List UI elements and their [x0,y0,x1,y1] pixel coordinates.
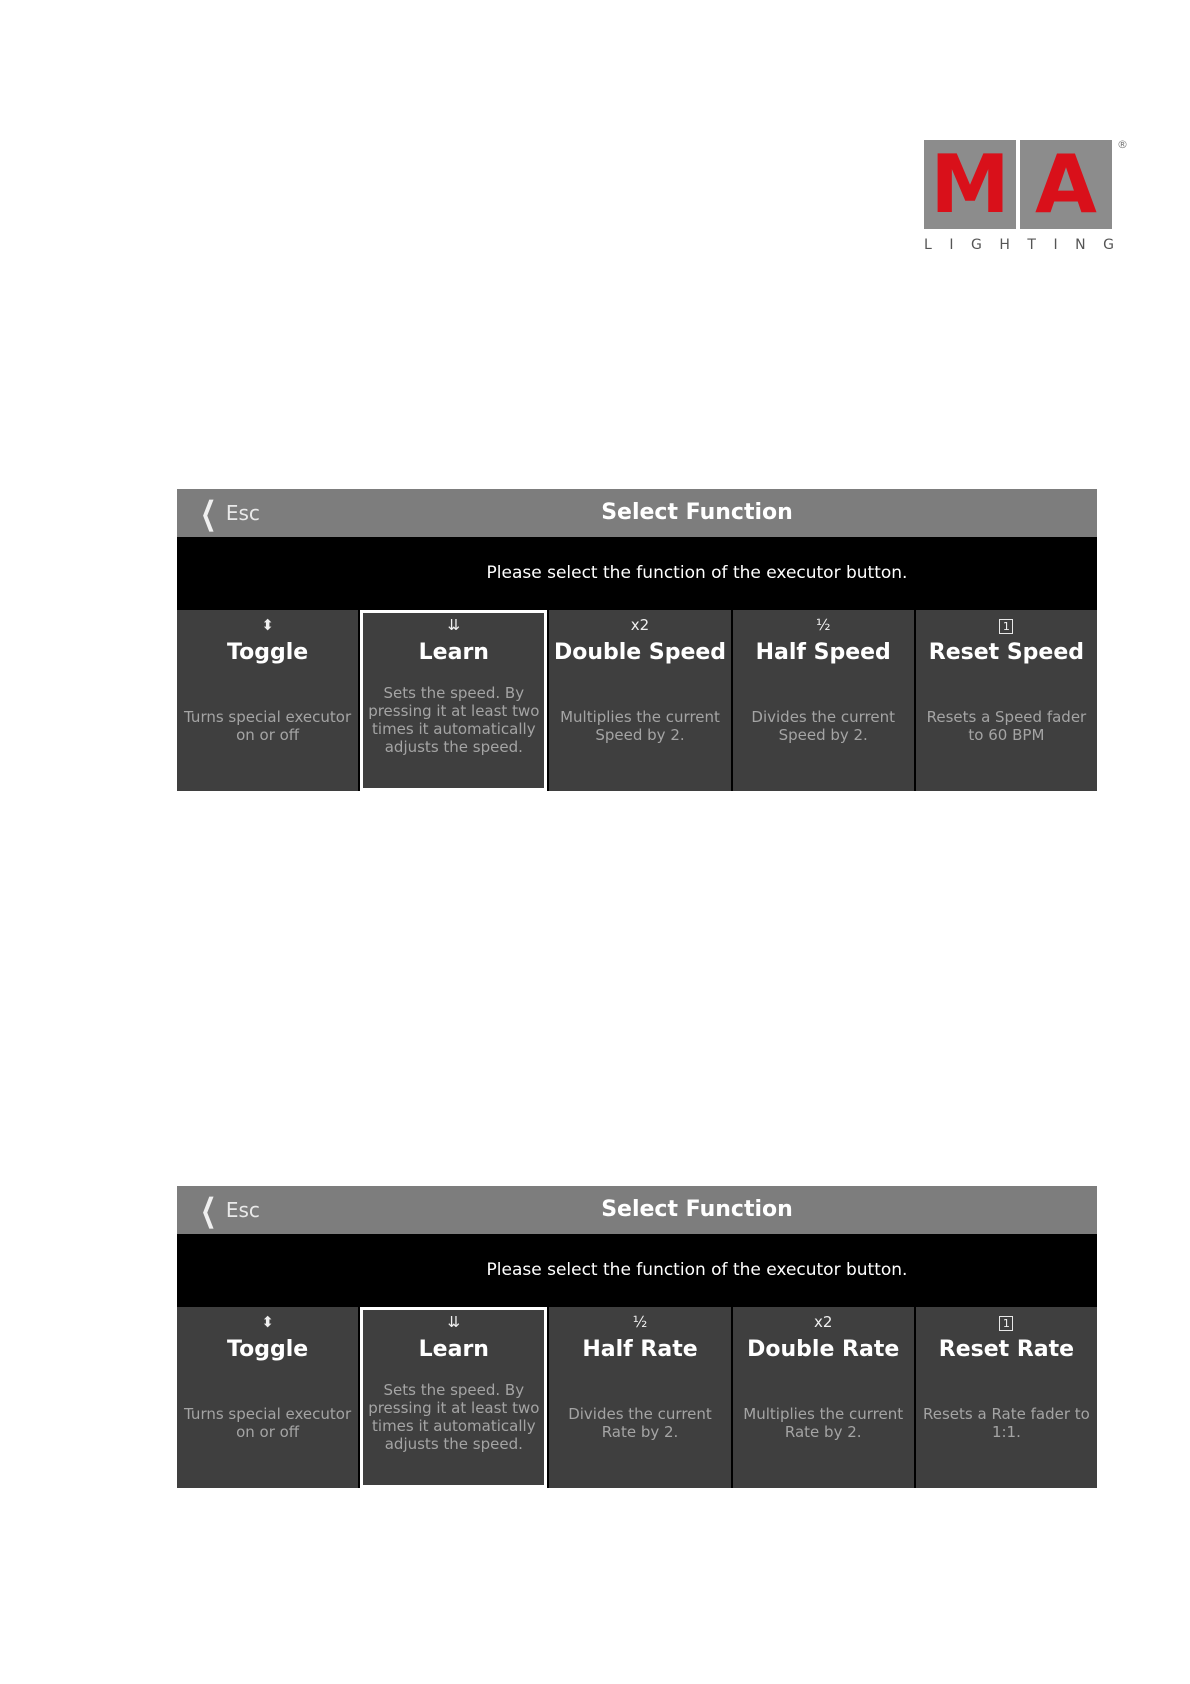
dialog-header [177,1186,1097,1234]
esc-label: Esc [225,1198,260,1222]
dialog-title: Select Function [601,500,793,525]
learn-icon: ⇊ [447,616,461,634]
tile-title: Toggle [227,640,309,665]
registered-mark: ® [1117,138,1128,151]
tile-description: Multiplies the current Speed by 2. [560,708,720,744]
dialog-header [177,489,1097,537]
times-two-icon: x2 [814,1313,833,1331]
tile-title: Learn [418,1337,489,1362]
tile-double-rate[interactable] [733,1307,914,1488]
tile-title: Half Speed [755,640,891,665]
tile-description: Divides the current Speed by 2. [751,708,895,744]
chevron-left-icon: ❮ [200,494,217,532]
reset-one-icon: 1 [916,1313,1097,1331]
reset-one-icon: 1 [916,616,1097,634]
logo-letter-a: A [1020,140,1112,229]
tile-title: Learn [418,640,489,665]
one-half-icon: ½ [815,616,831,634]
chevron-left-icon: ❮ [200,1191,217,1229]
tile-double-speed[interactable] [549,610,730,791]
tile-title: Double Rate [747,1337,900,1362]
tile-learn[interactable] [360,1307,547,1488]
tile-description: Divides the current Rate by 2. [568,1405,712,1441]
tile-description: Multiplies the current Rate by 2. [743,1405,904,1441]
tile-title: Reset Speed [928,640,1085,665]
times-two-icon: x2 [630,616,650,634]
select-function-dialog-speed [177,489,1097,791]
tile-title: Toggle [227,1337,309,1362]
tile-toggle[interactable] [177,610,358,791]
tile-learn[interactable] [360,610,547,791]
tile-reset-speed[interactable] [916,610,1097,791]
tile-half-speed[interactable] [733,610,914,791]
tile-description: Sets the speed. By pressing it at least two times it automatically adjusts the speed. [368,1381,540,1453]
tile-description: Sets the speed. By pressing it at least two times it automatically adjusts the speed. [368,684,540,756]
tile-description: Turns special executor on or off [184,1405,352,1441]
toggle-arrows-icon: ⬍ [261,616,274,634]
tile-half-rate[interactable] [549,1307,730,1488]
function-tiles [177,1307,1097,1488]
dialog-message: Please select the function of the executor button. [486,563,908,583]
tile-description: Resets a Speed fader to 60 BPM [926,708,1087,744]
one-half-icon: ½ [632,1313,648,1331]
tile-title: Half Rate [582,1337,698,1362]
tile-title: Double Speed [553,640,727,665]
select-function-dialog-rate [177,1186,1097,1488]
dialog-title: Select Function [601,1197,793,1222]
tile-description: Resets a Rate fader to 1:1. [923,1405,1090,1441]
logo-subtitle: L I G H T I N G [924,237,1114,253]
esc-label: Esc [225,501,260,525]
tile-title: Reset Rate [938,1337,1075,1362]
toggle-arrows-icon: ⬍ [261,1313,274,1331]
learn-icon: ⇊ [447,1313,461,1331]
tile-reset-rate[interactable] [916,1307,1097,1488]
tile-toggle[interactable] [177,1307,358,1488]
dialog-message: Please select the function of the executor button. [486,1260,908,1280]
ma-lighting-logo [924,138,1129,258]
tile-description: Turns special executor on or off [184,708,352,744]
function-tiles [177,610,1097,791]
logo-letter-m: M [924,140,1016,229]
